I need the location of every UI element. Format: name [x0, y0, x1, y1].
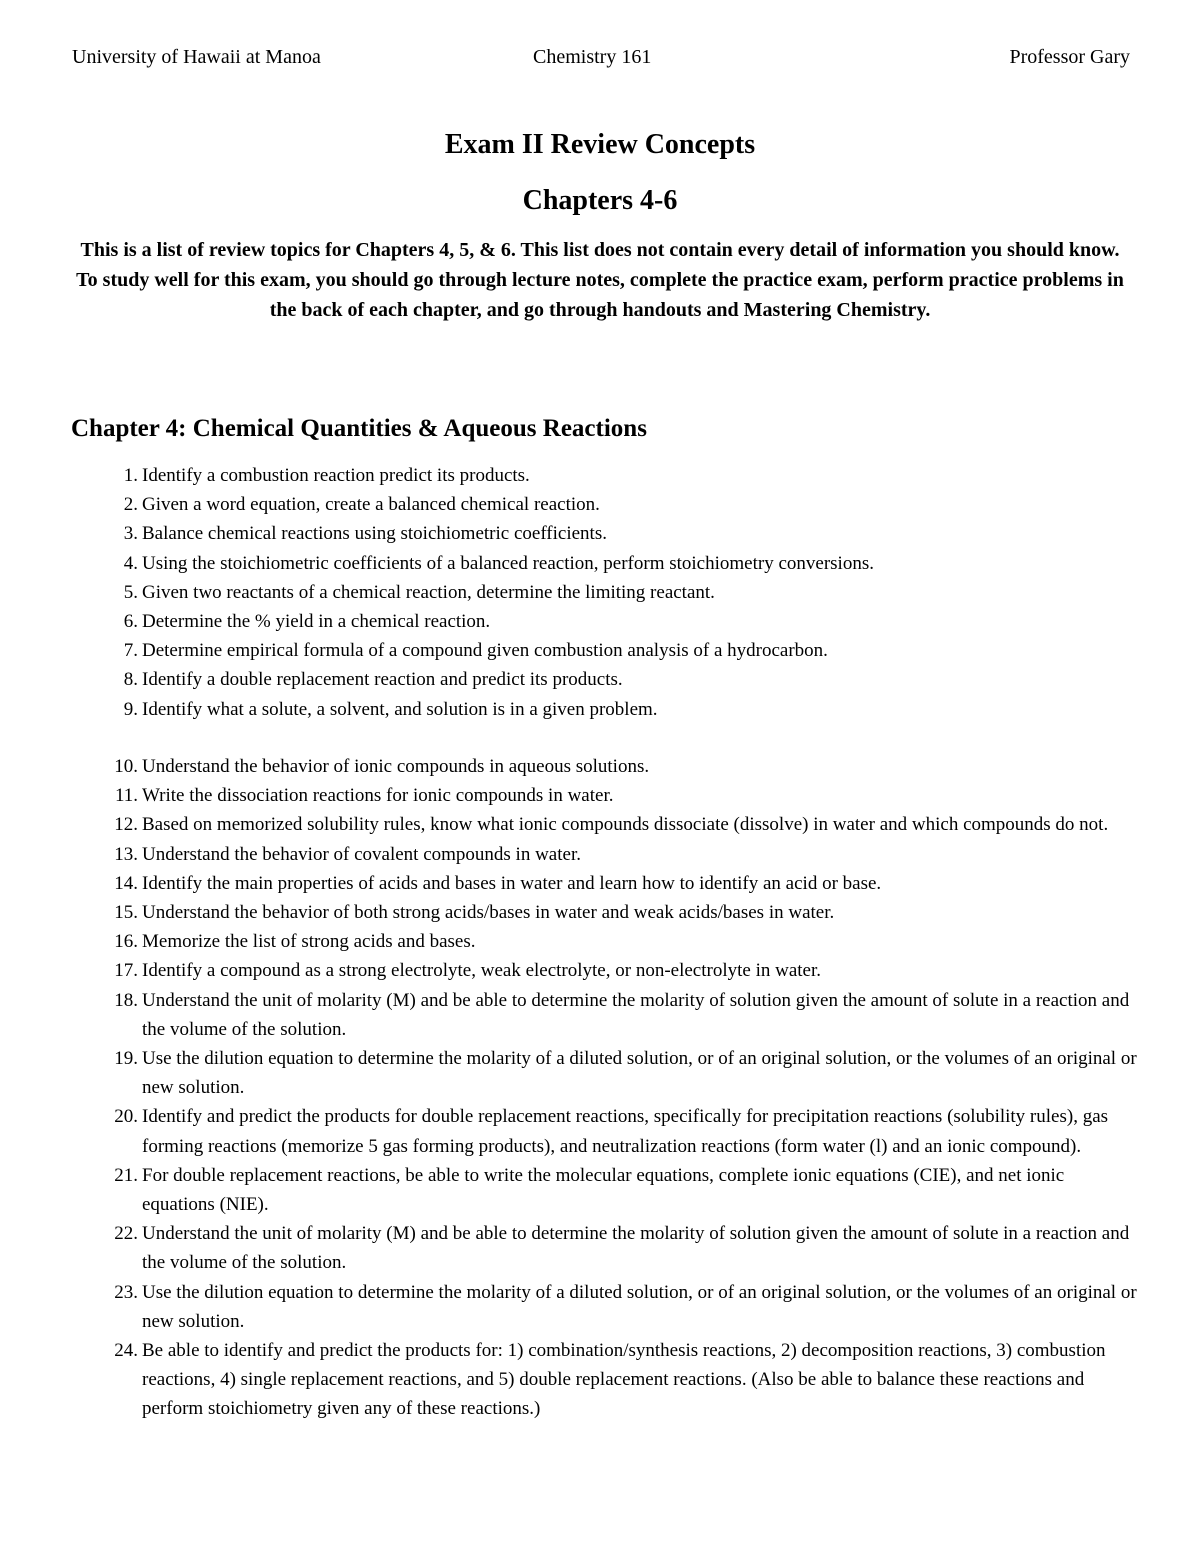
- list-item: [123, 607, 1137, 636]
- list-item-text: Determine the % yield in a chemical reaction.: [142, 611, 491, 633]
- list-item-text: Be able to identify and predict the products for: 1) combination/synthesis reactions, 2) decomposition reactions, 3) combustion reactions, 4) single replacement reactions, and 5) double replacement reactions. (Also be able to balance these reactions and perform stoichiometry given any of these reactions.): [142, 1340, 1106, 1420]
- list-item-text: Given two reactants of a chemical reaction, determine the limiting reactant.: [142, 581, 715, 603]
- list-item: [123, 636, 1137, 665]
- list-item-text: Write the dissociation reactions for ionic compounds in water.: [142, 785, 614, 807]
- list-item-number: 1.: [123, 465, 138, 486]
- header-course: Chemistry 161: [533, 46, 652, 68]
- document-subtitle: Chapters 4-6: [522, 185, 678, 216]
- list-item-text: Based on memorized solubility rules, know what ionic compounds dissociate (dissolve) in water and which compounds do not.: [142, 814, 1109, 836]
- list-item-number: 15.: [114, 902, 138, 924]
- header-professor: Professor Gary: [1009, 46, 1130, 68]
- list-item-number: 8.: [123, 669, 138, 691]
- list-item-text: Given a word equation, create a balanced chemical reaction.: [142, 494, 600, 516]
- list-item-text: For double replacement reactions, be able to write the molecular equations, complete ionic equations (CIE), and net ionic equations (NIE).: [142, 1164, 1065, 1216]
- list-item-text: Identify what a solute, a solvent, and solution is in a given problem.: [142, 698, 658, 720]
- chapter-4-list-part-1: [123, 461, 1137, 724]
- list-item-number: 6.: [123, 611, 138, 633]
- header-university: University of Hawaii at Manoa: [72, 46, 321, 68]
- list-item-number: 21.: [114, 1164, 138, 1186]
- list-item-number: 12.: [114, 814, 138, 836]
- list-item: [114, 869, 1137, 898]
- list-item-number: 24.: [114, 1340, 138, 1362]
- list-item-text: Identify the main properties of acids and bases in water and learn how to identify an acid or base.: [142, 872, 882, 894]
- list-item-text: Using the stoichiometric coefficients of a balanced reaction, perform stoichiometry conversions.: [142, 552, 874, 574]
- list-item-text: Determine empirical formula of a compound given combustion analysis of a hydrocarbon.: [142, 640, 828, 662]
- list-item-text: Use the dilution equation to determine the molarity of a diluted solution, or of an original solution, or the volumes of an original or new solution.: [142, 1281, 1137, 1332]
- list-item: [114, 956, 1137, 985]
- list-item: [114, 1102, 1137, 1160]
- list-item-text: Memorize the list of strong acids and bases.: [142, 931, 476, 953]
- list-item: [123, 695, 1137, 724]
- list-item-text: Identify a double replacement reaction and predict its products.: [142, 669, 623, 691]
- list-item: [114, 986, 1137, 1044]
- list-item-text: Use the dilution equation to determine the molarity of a diluted solution, or of an original solution, or the volumes of an original or new solution.: [142, 1048, 1137, 1099]
- list-item-text: Understand the unit of molarity (M) and be able to determine the molarity of solution given the amount of solute in a reaction and the volume of the solution.: [142, 989, 1130, 1040]
- list-item-number: 7.: [123, 640, 138, 662]
- list-item-number: 14.: [114, 872, 138, 894]
- list-item-number: 20.: [114, 1106, 138, 1128]
- list-item: [114, 1336, 1137, 1424]
- list-item-text: Identify a compound as a strong electrolyte, weak electrolyte, or non-electrolyte in water.: [142, 960, 821, 982]
- list-item-number: 17.: [114, 960, 138, 982]
- document-title: Exam II Review Concepts: [444, 129, 756, 160]
- page-header: [72, 44, 1130, 70]
- list-item-text: Identify a combustion reaction predict its products.: [142, 465, 530, 486]
- list-item: [123, 461, 1137, 490]
- list-item: [123, 578, 1137, 607]
- list-item: [114, 898, 1137, 927]
- list-item-text: Understand the behavior of ionic compounds in aqueous solutions.: [142, 756, 650, 777]
- list-item: [114, 810, 1137, 839]
- list-item-number: 23.: [114, 1281, 138, 1303]
- list-item: [114, 1044, 1137, 1102]
- list-item-text: Understand the behavior of both strong acids/bases in water and weak acids/bases in water.: [142, 902, 835, 924]
- list-item: [123, 519, 1137, 548]
- list-item-number: 10.: [114, 756, 138, 777]
- list-item: [123, 665, 1137, 694]
- list-item: [114, 840, 1137, 869]
- list-item: [114, 781, 1137, 810]
- list-item-number: 9.: [123, 698, 138, 720]
- list-item: [114, 1278, 1137, 1336]
- list-item: [114, 927, 1137, 956]
- list-item-number: 4.: [123, 552, 138, 574]
- list-item: [123, 549, 1137, 578]
- list-item-number: 19.: [114, 1048, 138, 1070]
- list-item-number: 2.: [123, 494, 138, 516]
- list-item-number: 18.: [114, 989, 138, 1011]
- list-item-number: 22.: [114, 1223, 138, 1245]
- list-item: [114, 1219, 1137, 1277]
- list-item-text: Understand the behavior of covalent compounds in water.: [142, 843, 581, 865]
- list-item-number: 11.: [114, 785, 138, 807]
- list-item-number: 13.: [114, 843, 138, 865]
- list-item-text: Understand the unit of molarity (M) and be able to determine the molarity of solution given the amount of solute in a reaction and the volume of the solution.: [142, 1223, 1130, 1274]
- list-item-number: 3.: [123, 523, 138, 545]
- intro-paragraph: This is a list of review topics for Chapters 4, 5, & 6. This list does not contain every detail of information you should know. To study well for this exam, you should go through lecture notes, complete the practice exam, perform practice problems in the back of each chapter, and go through handouts and Mastering Chemistry.: [76, 239, 1124, 321]
- list-item-number: 5.: [123, 581, 138, 603]
- chapter-4-list-part-2: [114, 752, 1137, 1424]
- list-item: [114, 1161, 1137, 1219]
- list-item: [123, 490, 1137, 519]
- list-item-text: Balance chemical reactions using stoichiometric coefficients.: [142, 523, 607, 545]
- list-item-number: 16.: [114, 931, 138, 953]
- chapter-4-heading: Chapter 4: Chemical Quantities & Aqueous Reactions: [71, 415, 647, 442]
- list-item: [114, 752, 1137, 781]
- list-item-text: Identify and predict the products for double replacement reactions, specifically for precipitation reactions (solubility rules), gas forming reactions (memorize 5 gas forming products), and neutralization reactions (form water (l) and an ionic compound).: [142, 1106, 1109, 1157]
